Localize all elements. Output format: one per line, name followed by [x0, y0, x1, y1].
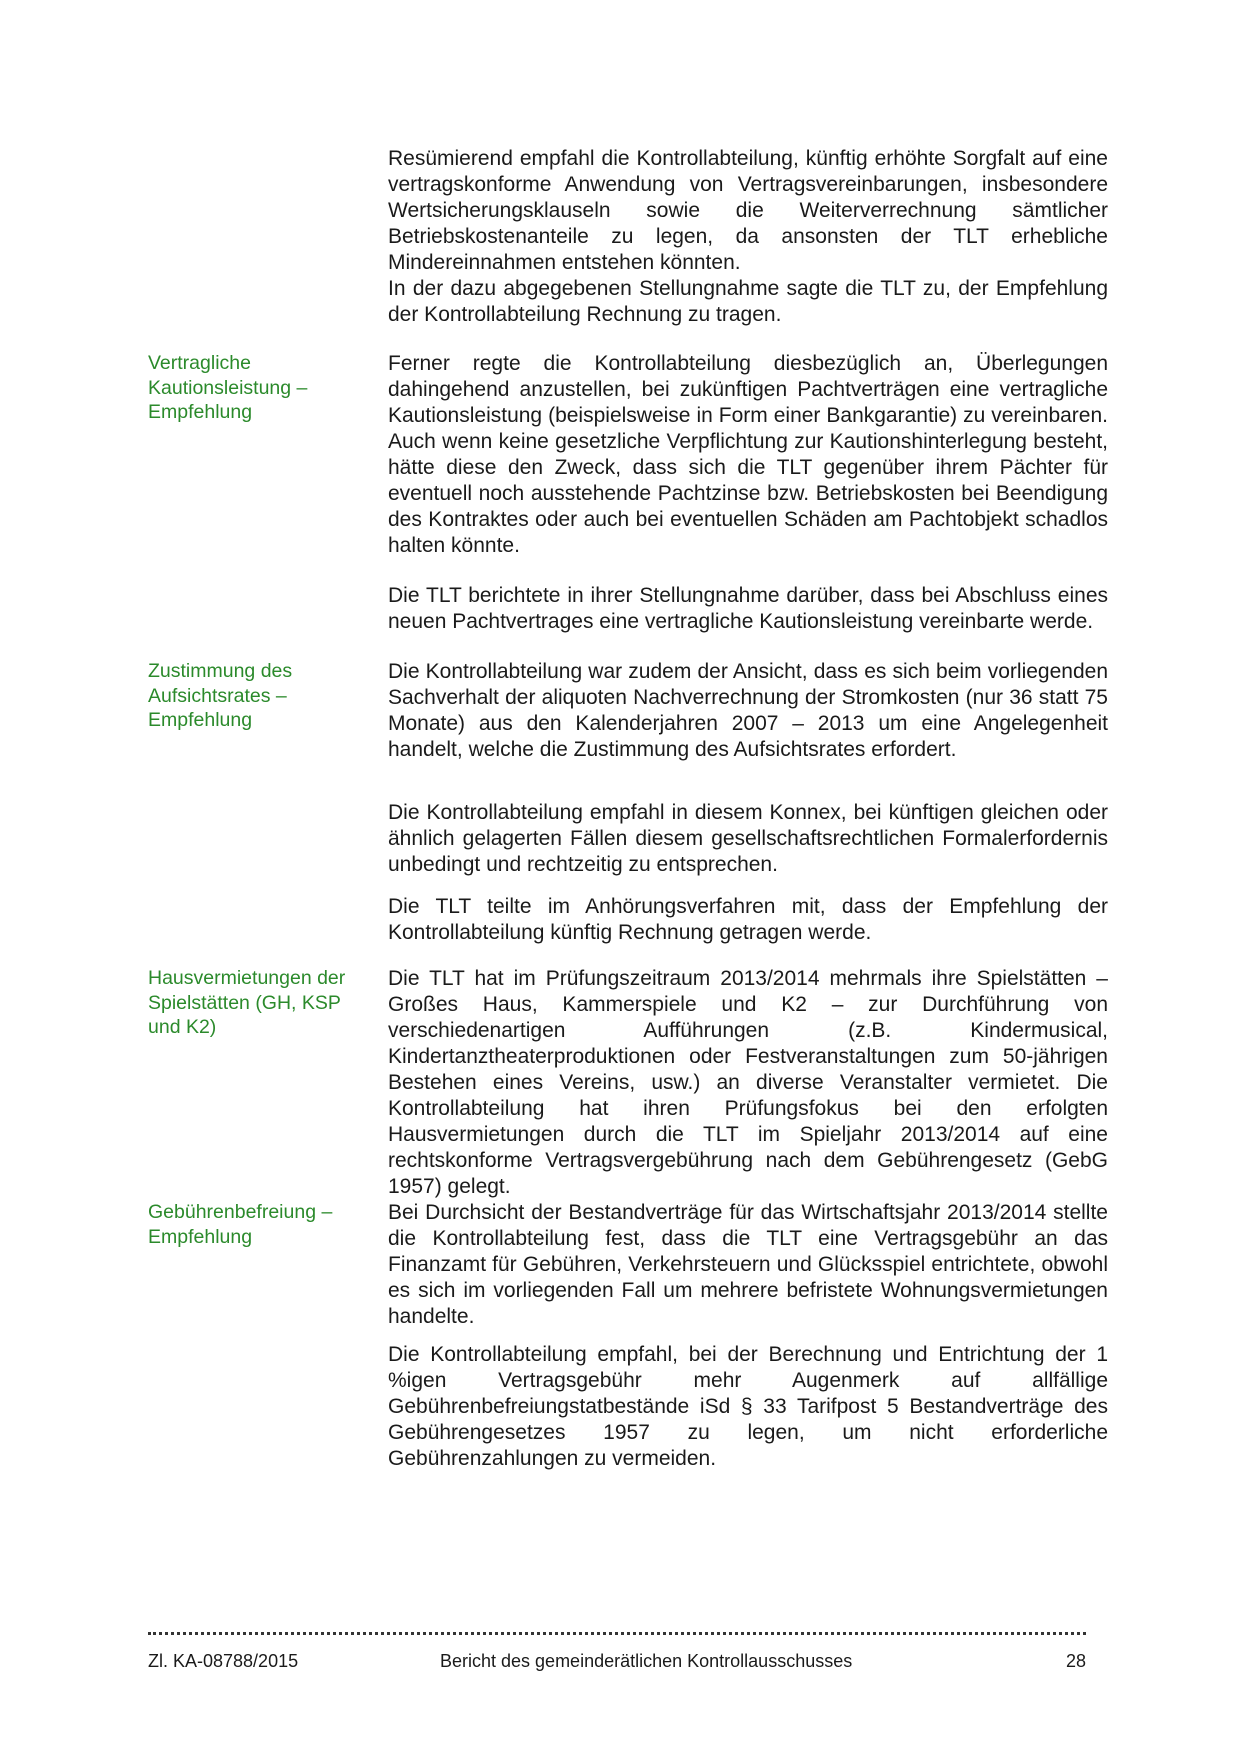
body-paragraph: Ferner regte die Kontrollabteilung diesbezüglich an, Überlegungen dahingehend anzustellen, bei zukünftigen Pachtverträgen eine vertragliche Kautionsleistung (beispielsweise in Form einer Bankgarantie) zu vereinbaren. Auch wenn keine gesetzliche Verpflichtung zur Kautionshinterlegung besteht, hätte diese den Zweck, dass sich die TLT gegenüber ihrem Pächter für eventuell noch ausstehende Pachtzinse bzw. Betriebskosten bei Beendigung des Kontraktes oder auch bei eventuellen Schäden am Pachtobjekt schadlos halten könnte. [388, 352, 1108, 557]
body-paragraph: Die Kontrollabteilung war zudem der Ansicht, dass es sich beim vorliegenden Sachverhalt der aliquoten Nachverrechnung der Stromkosten (nur 36 statt 75 Monate) aus den Kalenderjahren 2007 – 2013 um eine Angelegenheit handelt, welche die Zustimmung des Aufsichtsrates erfordert. [388, 660, 1108, 761]
body-paragraph: Resümierend empfahl die Kontrollabteilung, künftig erhöhte Sorgfalt auf eine vertragskonforme Anwendung von Vertragsvereinbarungen, insbesondere Wertsicherungsklauseln sowie die Weiterverrechnung sämtlicher Betriebskostenanteile zu legen, da ansonsten der TLT erhebliche Mindereinnahmen entstehen könnten. [388, 147, 1108, 274]
margin-heading: Zustimmung des Aufsichtsrates – Empfehlung [148, 660, 293, 731]
body-paragraph: Die Kontrollabteilung empfahl, bei der Berechnung und Entrichtung der 1 %igen Vertragsgebühr mehr Augenmerk auf allfällige Gebührenbefreiungstatbestände iSd § 33 Tarifpost 5 Bestandverträge des Gebührengesetzes 1957 zu legen, um nicht erforderliche Gebührenzahlungen zu vermeiden. [388, 1343, 1108, 1470]
footer-divider [148, 1632, 1086, 1635]
body-paragraph: Bei Durchsicht der Bestandverträge für das Wirtschaftsjahr 2013/2014 stellte die Kontrollabteilung fest, dass die TLT eine Vertragsgebühr an das Finanzamt für Gebühren, Verkehrsteuern und Glücksspiel entrichtete, obwohl es sich im vorliegenden Fall um mehrere befristete Wohnungsvermietungen handelte. [388, 1201, 1108, 1328]
body-paragraph: Die TLT teilte im Anhörungsverfahren mit, dass der Empfehlung der Kontrollabteilung künftig Rechnung getragen werde. [388, 895, 1108, 944]
margin-heading: Hausvermietungen der Spielstätten (GH, KSP und K2) [148, 967, 346, 1038]
report-title: Bericht des gemeinderätlichen Kontrollausschusses [440, 1651, 853, 1671]
margin-heading: Gebührenbefreiung – Empfehlung [148, 1201, 333, 1248]
document-reference: Zl. KA-08788/2015 [148, 1651, 299, 1671]
body-paragraph: Die TLT berichtete in ihrer Stellungnahme darüber, dass bei Abschluss eines neuen Pachtvertrages eine vertragliche Kautionsleistung vereinbarte werde. [388, 584, 1108, 633]
page-number: 28 [1065, 1651, 1086, 1671]
margin-heading: Vertragliche Kautionsleistung – Empfehlung [148, 352, 308, 423]
body-paragraph: In der dazu abgegebenen Stellungnahme sagte die TLT zu, der Empfehlung der Kontrollabteilung Rechnung zu tragen. [388, 277, 1108, 326]
body-paragraph: Die TLT hat im Prüfungszeitraum 2013/2014 mehrmals ihre Spielstätten – Großes Haus, Kammerspiele und K2 – zur Durchführung von verschiedenartigen Aufführungen (z.B. Kindermusical, Kindertanztheaterproduktionen oder Festveranstaltungen zum 50-jährigen Bestehen eines Vereins, usw.) an diverse Veranstalter vermietet. Die Kontrollabteilung hat ihren Prüfungsfokus bei den erfolgten Hausvermietungen durch die TLT im Spieljahr 2013/2014 auf eine rechtskonforme Vertragsvergebührung nach dem Gebührengesetz (GebG 1957) gelegt. [388, 967, 1108, 1198]
body-paragraph: Die Kontrollabteilung empfahl in diesem Konnex, bei künftigen gleichen oder ähnlich gelagerten Fällen diesem gesellschaftsrechtlichen Formalerfordernis unbedingt und rechtzeitig zu entsprechen. [388, 801, 1108, 876]
